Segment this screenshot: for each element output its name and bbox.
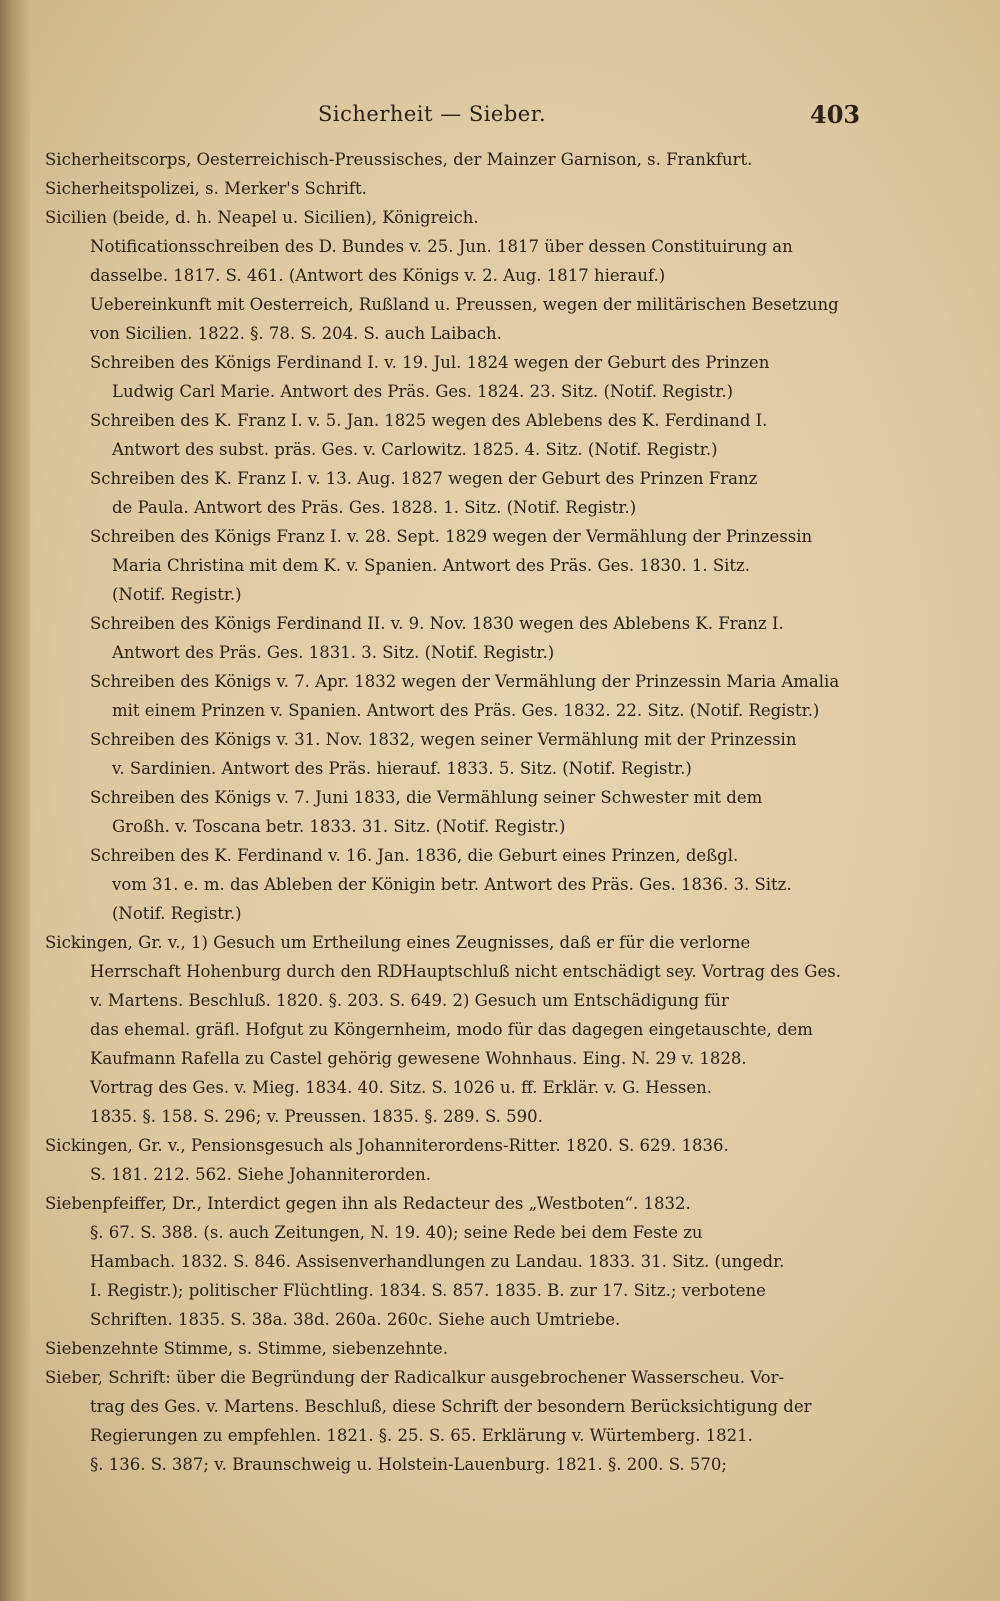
index-entry-line: Herrschaft Hohenburg durch den RDHauptschluß nicht entschädigt sey. Vortrag des Ges. bbox=[90, 962, 841, 981]
index-entry-line: Großh. v. Toscana betr. 1833. 31. Sitz. (Notif. Registr.) bbox=[112, 817, 566, 836]
index-entry-line: Schreiben des Königs v. 31. Nov. 1832, wegen seiner Vermählung mit der Prinzessin bbox=[90, 730, 797, 749]
index-entry-line: Vortrag des Ges. v. Mieg. 1834. 40. Sitz. S. 1026 u. ff. Erklär. v. G. Hessen. bbox=[90, 1078, 712, 1097]
index-entry-line: dasselbe. 1817. S. 461. (Antwort des Königs v. 2. Aug. 1817 hierauf.) bbox=[90, 266, 666, 285]
index-entry-line: v. Martens. Beschluß. 1820. §. 203. S. 649. 2) Gesuch um Entschädigung für bbox=[90, 991, 729, 1010]
index-entry-line: Antwort des Präs. Ges. 1831. 3. Sitz. (Notif. Registr.) bbox=[112, 643, 555, 662]
index-entry-line: 1835. §. 158. S. 296; v. Preussen. 1835. §. 289. S. 590. bbox=[90, 1107, 543, 1126]
index-entry-head-line: Sickingen, Gr. v., 1) Gesuch um Ertheilung eines Zeugnisses, daß er für die verlorne bbox=[45, 933, 751, 952]
book-binding-edge bbox=[0, 0, 30, 1601]
index-entry-head-line: Siebenpfeiffer, Dr., Interdict gegen ihn als Redacteur des „Westboten“. 1832. bbox=[45, 1194, 691, 1213]
running-head: Sicherheit — Sieber. bbox=[318, 102, 547, 126]
index-entry-head-line: Sicherheitscorps, Oesterreichisch-Preussisches, der Mainzer Garnison, s. Frankfurt. bbox=[45, 150, 753, 169]
index-entry-line: §. 136. S. 387; v. Braunschweig u. Holstein-Lauenburg. 1821. §. 200. S. 570; bbox=[90, 1455, 727, 1474]
index-entry-line: Schreiben des Königs Franz I. v. 28. Sept. 1829 wegen der Vermählung der Prinzessin bbox=[90, 527, 813, 546]
index-entry-line: Schreiben des K. Franz I. v. 5. Jan. 1825 wegen des Ablebens des K. Ferdinand I. bbox=[90, 411, 768, 430]
index-entry-line: Uebereinkunft mit Oesterreich, Rußland u. Preussen, wegen der militärischen Besetzung bbox=[90, 295, 839, 314]
index-entry-line: von Sicilien. 1822. §. 78. S. 204. S. auch Laibach. bbox=[90, 324, 502, 343]
index-entry-line: Schreiben des Königs v. 7. Apr. 1832 wegen der Vermählung der Prinzessin Maria Amalia bbox=[90, 672, 840, 691]
index-entry-line: Notificationsschreiben des D. Bundes v. 25. Jun. 1817 über dessen Constituirung an bbox=[90, 237, 793, 256]
index-entry-line: S. 181. 212. 562. Siehe Johanniterorden. bbox=[90, 1165, 431, 1184]
page-header bbox=[50, 96, 861, 136]
index-entry-line: de Paula. Antwort des Präs. Ges. 1828. 1. Sitz. (Notif. Registr.) bbox=[112, 498, 637, 517]
index-entry-head-line: Sieber, Schrift: über die Begründung der Radicalkur ausgebrochener Wasserscheu. Vor- bbox=[45, 1368, 785, 1387]
index-entry-line: (Notif. Registr.) bbox=[112, 904, 242, 923]
index-entry-line: Schreiben des K. Ferdinand v. 16. Jan. 1836, die Geburt eines Prinzen, deßgl. bbox=[90, 846, 739, 865]
index-entry-head-line: Sickingen, Gr. v., Pensionsgesuch als Johanniterordens-Ritter. 1820. S. 629. 1836. bbox=[45, 1136, 729, 1155]
index-entry-line: (Notif. Registr.) bbox=[112, 585, 242, 604]
index-entry-line: Schreiben des K. Franz I. v. 13. Aug. 1827 wegen der Geburt des Prinzen Franz bbox=[90, 469, 758, 488]
index-entry-line: Schreiben des Königs Ferdinand I. v. 19. Jul. 1824 wegen der Geburt des Prinzen bbox=[90, 353, 770, 372]
index-entry-head-line: Sicherheitspolizei, s. Merker's Schrift. bbox=[45, 179, 367, 198]
index-entry-line: Regierungen zu empfehlen. 1821. §. 25. S. 65. Erklärung v. Würtemberg. 1821. bbox=[90, 1426, 753, 1445]
index-entry-line: vom 31. e. m. das Ableben der Königin betr. Antwort des Präs. Ges. 1836. 3. Sitz. bbox=[112, 875, 792, 894]
page-number: 403 bbox=[810, 100, 861, 129]
index-entry-line: Schriften. 1835. S. 38a. 38d. 260a. 260c. Siehe auch Umtriebe. bbox=[90, 1310, 621, 1329]
index-entry-line: das ehemal. gräfl. Hofgut zu Köngernheim, modo für das dagegen eingetauschte, dem bbox=[90, 1020, 813, 1039]
index-entry-line: Antwort des subst. präs. Ges. v. Carlowitz. 1825. 4. Sitz. (Notif. Registr.) bbox=[112, 440, 718, 459]
index-entry-line: Schreiben des Königs v. 7. Juni 1833, die Vermählung seiner Schwester mit dem bbox=[90, 788, 763, 807]
index-entry-line: Hambach. 1832. S. 846. Assisenverhandlungen zu Landau. 1833. 31. Sitz. (ungedr. bbox=[90, 1252, 785, 1271]
index-entry-line: §. 67. S. 388. (s. auch Zeitungen, N. 19. 40); seine Rede bei dem Feste zu bbox=[90, 1223, 703, 1242]
index-entry-line: trag des Ges. v. Martens. Beschluß, diese Schrift der besondern Berücksichtigung der bbox=[90, 1397, 812, 1416]
index-entry-line: Schreiben des Königs Ferdinand II. v. 9. Nov. 1830 wegen des Ablebens K. Franz I. bbox=[90, 614, 784, 633]
index-entry-line: v. Sardinien. Antwort des Präs. hierauf. 1833. 5. Sitz. (Notif. Registr.) bbox=[112, 759, 692, 778]
index-entry-head-line: Siebenzehnte Stimme, s. Stimme, siebenzehnte. bbox=[45, 1339, 448, 1358]
index-entries bbox=[45, 145, 850, 1479]
index-entry-line: I. Registr.); politischer Flüchtling. 1834. S. 857. 1835. B. zur 17. Sitz.; verbotene bbox=[90, 1281, 766, 1300]
index-entry-line: Ludwig Carl Marie. Antwort des Präs. Ges. 1824. 23. Sitz. (Notif. Registr.) bbox=[112, 382, 734, 401]
index-entry-line: mit einem Prinzen v. Spanien. Antwort des Präs. Ges. 1832. 22. Sitz. (Notif. Registr.) bbox=[112, 701, 820, 720]
index-entry-line: Maria Christina mit dem K. v. Spanien. Antwort des Präs. Ges. 1830. 1. Sitz. bbox=[112, 556, 750, 575]
index-entry-head-line: Sicilien (beide, d. h. Neapel u. Sicilien), Königreich. bbox=[45, 208, 479, 227]
index-entry-line: Kaufmann Rafella zu Castel gehörig gewesene Wohnhaus. Eing. N. 29 v. 1828. bbox=[90, 1049, 747, 1068]
